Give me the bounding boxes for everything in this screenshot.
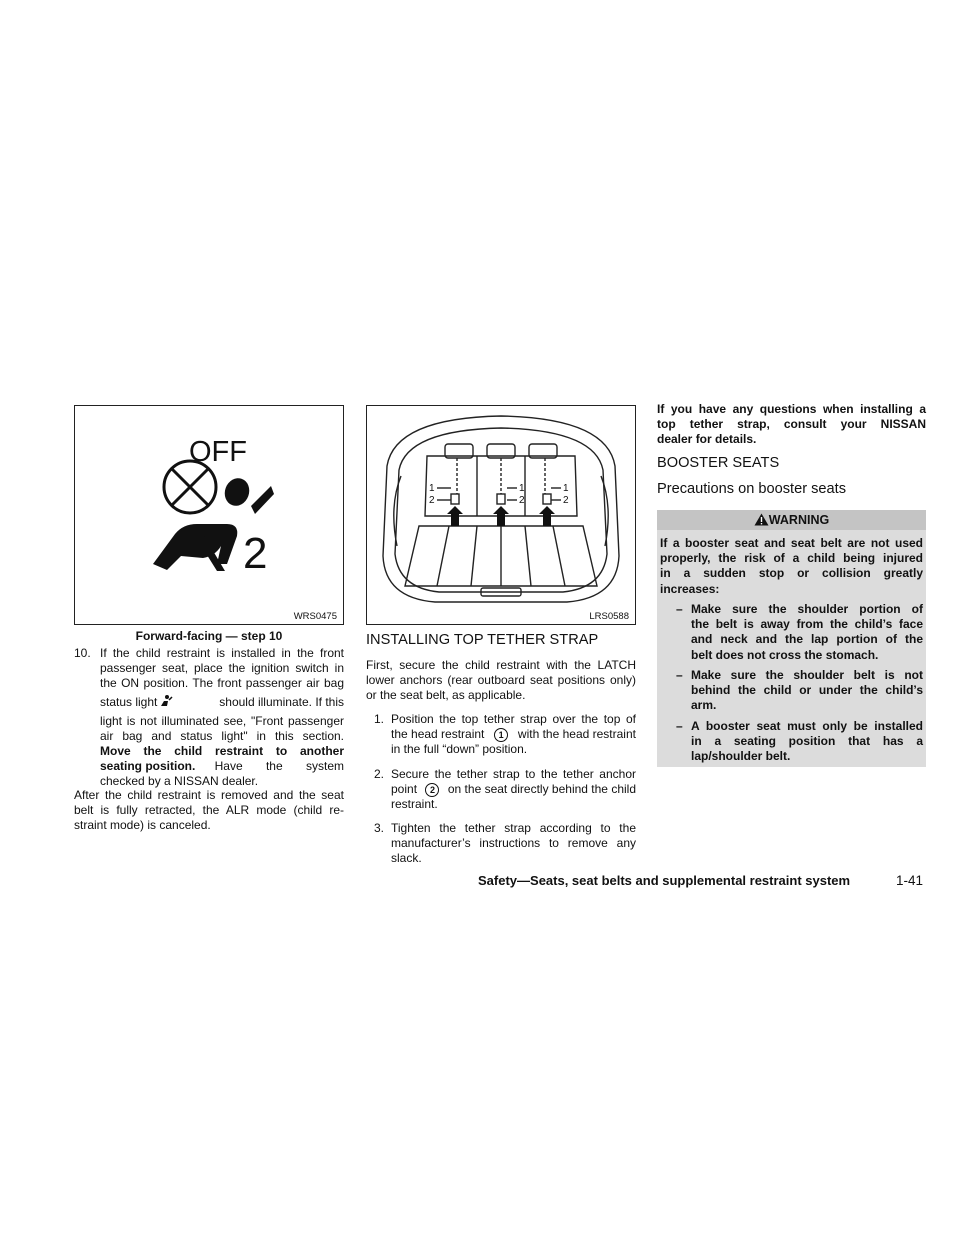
step-line: the head restraint bbox=[391, 727, 485, 742]
dealer-note bbox=[657, 402, 926, 448]
step-10-item bbox=[74, 646, 344, 789]
bullet-line: and neck and the lap portion of the bbox=[691, 632, 923, 647]
warning-bullet bbox=[657, 668, 926, 714]
warning-bullet bbox=[657, 602, 926, 664]
step-line: Position the top tether strap over the top of bbox=[391, 712, 636, 726]
step-line: with the head restraint bbox=[517, 727, 636, 742]
step-line: slack. bbox=[391, 851, 422, 866]
step-line: restraint. bbox=[391, 797, 438, 812]
tether-step-3 bbox=[366, 821, 636, 869]
step-line: point bbox=[391, 782, 418, 797]
step-line: manufacturer’s instructions to remove any bbox=[391, 836, 636, 851]
airbag-icon bbox=[251, 486, 274, 514]
step-10-line: air bag and status light" in this section. bbox=[100, 728, 344, 743]
callout-2-icon: 2 bbox=[425, 783, 439, 797]
step-10-line: should illuminate. If this bbox=[219, 695, 344, 709]
dealer-note-line: dealer for details. bbox=[657, 432, 757, 447]
footer-section-title: Safety—Seats, seat belts and supplemental restraint system bbox=[478, 873, 851, 888]
callout-2-left: 2 bbox=[429, 495, 435, 506]
warning-label: WARNING bbox=[768, 513, 830, 527]
figure-caption: Forward-facing — step 10 bbox=[135, 629, 283, 643]
step-10-line: If the child restraint is installed in the front bbox=[100, 646, 344, 660]
booster-heading: BOOSTER SEATS bbox=[657, 455, 780, 471]
alr-line: belt is fully retracted, the ALR mode (child re- bbox=[74, 803, 344, 818]
tether-step-1 bbox=[366, 712, 636, 760]
step-number: 2. bbox=[374, 767, 385, 781]
passenger-body-icon bbox=[153, 524, 237, 570]
callout-2-center: 2 bbox=[519, 495, 525, 506]
tether-step-2 bbox=[366, 767, 636, 815]
callout-1-icon: 1 bbox=[494, 728, 508, 742]
figure-code: LRS0588 bbox=[589, 611, 629, 622]
warning-triangle-icon bbox=[754, 512, 769, 532]
callout-1-left: 1 bbox=[429, 483, 435, 494]
warning-box bbox=[657, 510, 926, 767]
bullet-line: belt does not cross the stomach. bbox=[691, 647, 879, 662]
dealer-note-line: If you have any questions when installing a bbox=[657, 402, 926, 416]
off-label: OFF bbox=[189, 436, 247, 468]
step-number: 10. bbox=[74, 646, 91, 660]
callout-1-right: 1 bbox=[563, 483, 569, 494]
intro-line: First, secure the child restraint with the LATCH bbox=[366, 658, 636, 672]
step-line: in the full “down” position. bbox=[391, 742, 528, 757]
warning-line: in a sudden stop or collision greatly bbox=[660, 566, 923, 581]
alr-line: straint mode) is canceled. bbox=[74, 818, 211, 833]
step-10-line: the ON position. The front passenger air bag bbox=[100, 676, 344, 691]
step-10-bold-line: seating position. bbox=[100, 759, 196, 774]
callout-2-right: 2 bbox=[563, 495, 569, 506]
bullet-dash: – bbox=[676, 668, 683, 682]
warning-line: If a booster seat and seat belt are not used bbox=[660, 536, 923, 550]
step-10-line: status light bbox=[100, 695, 158, 709]
bullet-line: the belt is away from the child’s face bbox=[691, 617, 923, 632]
figure-code: WRS0475 bbox=[293, 611, 337, 622]
bullet-line: lap/shoulder belt. bbox=[691, 749, 791, 764]
intro-line: or the seat belt, as applicable. bbox=[366, 688, 526, 703]
alr-paragraph bbox=[74, 788, 344, 834]
step-10-line: light is not illuminated see, "Front passenger bbox=[100, 713, 344, 728]
bullet-line: arm. bbox=[691, 698, 717, 713]
step-number: 1. bbox=[374, 712, 385, 726]
airbag-off-illustration bbox=[75, 406, 343, 624]
bullet-line: Make sure the shoulder belt is not bbox=[691, 668, 923, 682]
cargo-area-figure bbox=[366, 405, 636, 625]
warning-header bbox=[657, 510, 926, 530]
step-line: Tighten the tether strap according to the bbox=[391, 821, 636, 835]
bullet-line: behind the child or under the child’s bbox=[691, 683, 923, 698]
step-10-line: Have the system bbox=[214, 759, 344, 774]
tether-intro bbox=[366, 658, 636, 704]
dealer-note-line: top tether strap, consult your NISSAN bbox=[657, 417, 926, 432]
bullet-dash: – bbox=[676, 719, 683, 733]
warning-line: properly, the risk of a child being injured bbox=[660, 551, 923, 566]
airbag-off-figure bbox=[74, 405, 344, 625]
alr-line: After the child restraint is removed and the seat bbox=[74, 788, 344, 802]
bullet-line: in a seating position that has a bbox=[691, 734, 923, 749]
page-number: 1-41 bbox=[896, 873, 924, 888]
cargo-area-illustration bbox=[367, 406, 635, 624]
intro-line: lower anchors (rear outboard seat positions only) bbox=[366, 673, 636, 688]
passenger-airbag-status-icon bbox=[157, 694, 175, 712]
passenger-head-icon bbox=[221, 475, 253, 510]
warning-line: increases: bbox=[660, 581, 720, 596]
bullet-line: A booster seat must only be installed bbox=[691, 719, 923, 733]
step-10-bold-line: Move the child restraint to another bbox=[100, 744, 344, 759]
step-10-line: checked by a NISSAN dealer. bbox=[100, 774, 259, 789]
tether-heading: INSTALLING TOP TETHER STRAP bbox=[366, 632, 599, 648]
seat-two-label: 2 bbox=[243, 529, 268, 578]
bullet-dash: – bbox=[676, 602, 683, 616]
booster-subheading: Precautions on booster seats bbox=[657, 481, 847, 497]
step-line: on the seat directly behind the child bbox=[447, 782, 636, 797]
warning-bullet bbox=[657, 719, 926, 765]
step-number: 3. bbox=[374, 821, 385, 835]
step-10-line: passenger seat, place the ignition switch in bbox=[100, 661, 344, 676]
callout-1-center: 1 bbox=[519, 483, 525, 494]
bullet-line: Make sure the shoulder portion of bbox=[691, 602, 923, 616]
step-line: Secure the tether strap to the tether anchor bbox=[391, 767, 636, 781]
